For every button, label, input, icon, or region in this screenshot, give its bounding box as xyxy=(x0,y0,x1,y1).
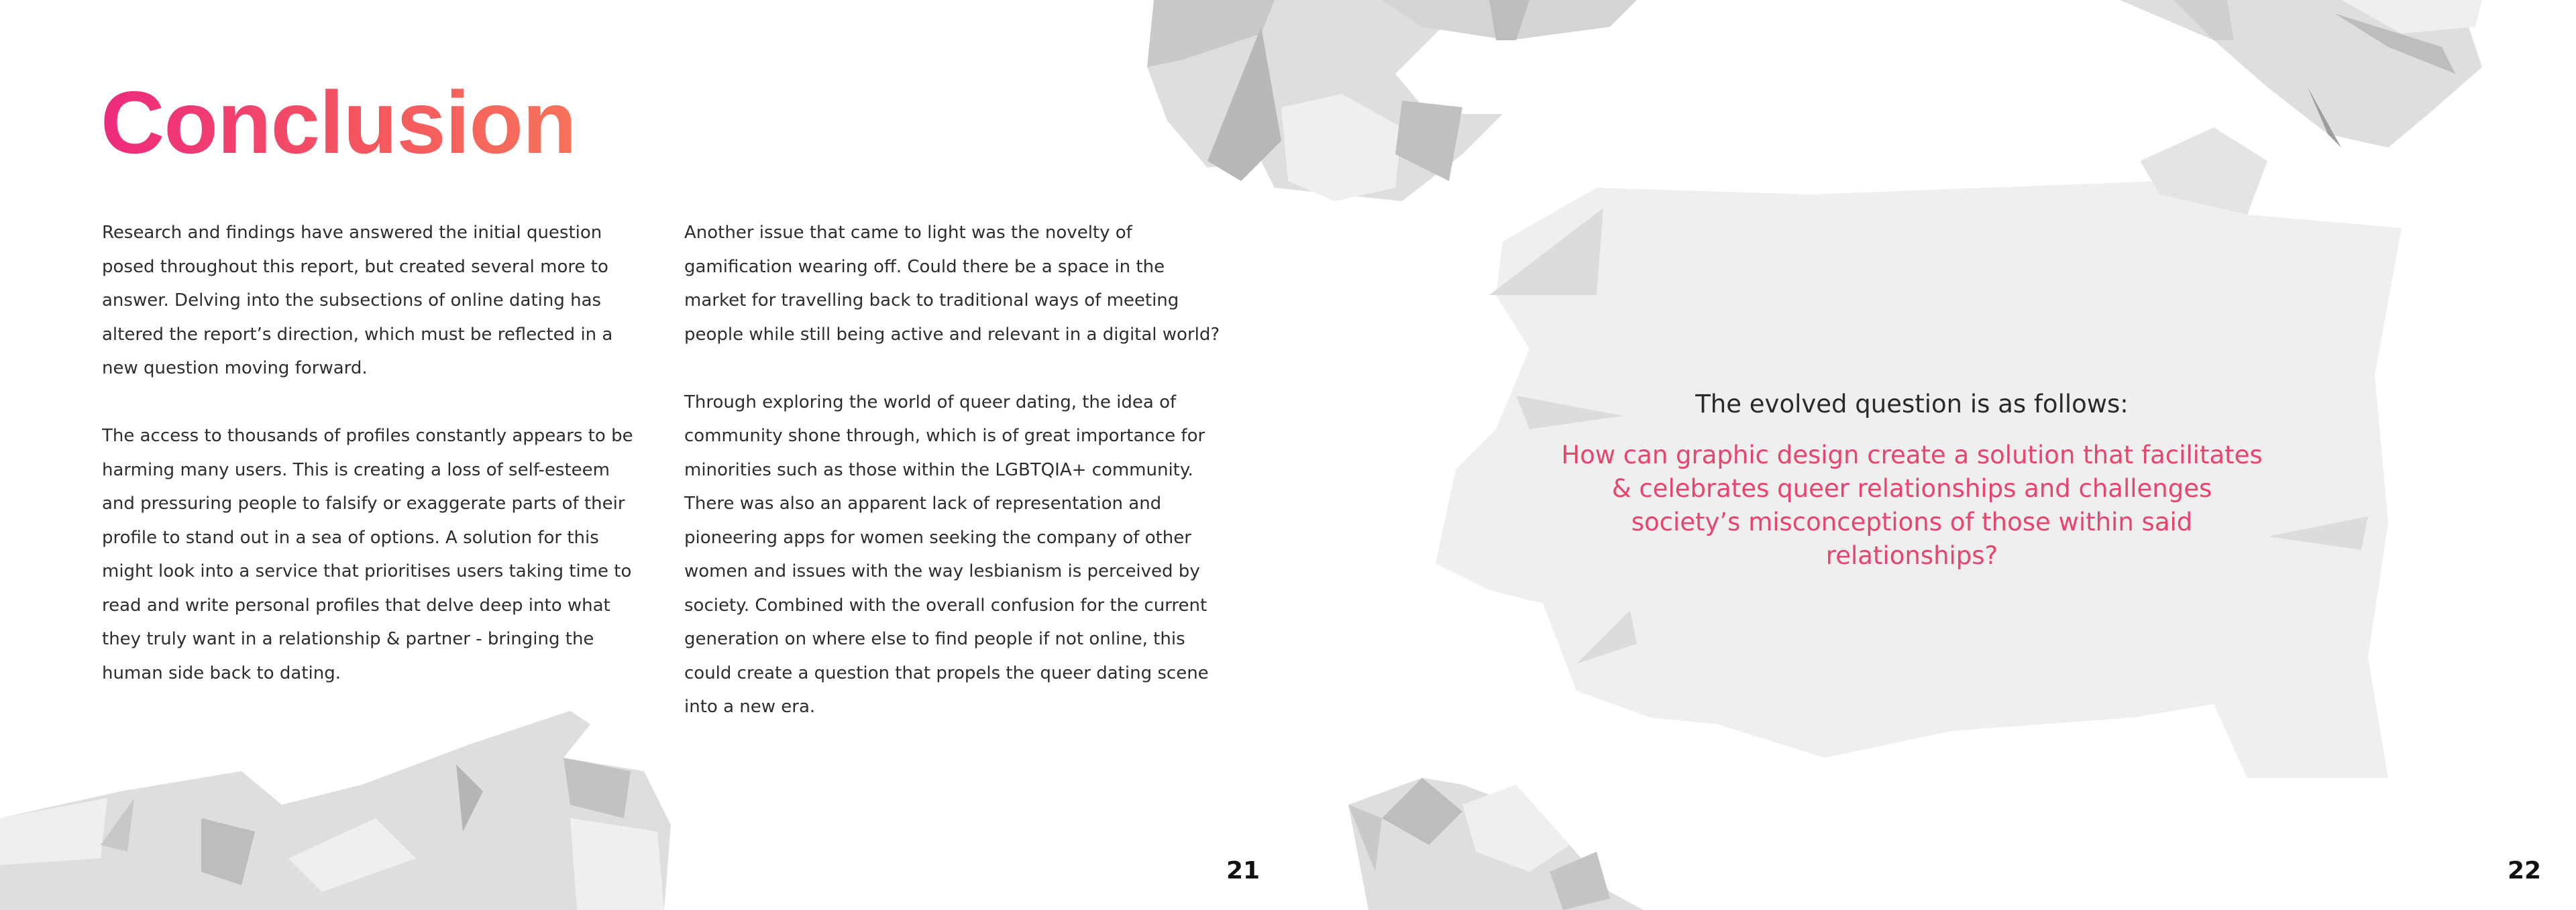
paragraph: Through exploring the world of queer dating, the idea of community shone through, which is of great importance for minorities such as those within the LGBTQIA+ community. There was also an apparent lack of representation and pioneering apps for women seeking the company of other women and issues with the way lesbianism is perceived by society. Combined with the overall confusion for the current generation on where else to find people if not online, this could create a question that propels the queer dating scene into a new era. xyxy=(684,392,1209,717)
paragraph: Another issue that came to light was the novelty of gamification wearing off. Could there be a space in the market for travelling back to traditional ways of meeting people while still being active and relevant in a digital world? xyxy=(684,223,1220,345)
page-number: 21 xyxy=(1226,857,1260,885)
research-question: How can graphic design create a solution that facilitates & celebrates queer relationships and challenges society’s misconceptions of those within said relationships? xyxy=(1561,441,2263,570)
paragraph: Research and findings have answered the initial question posed throughout this report, but created several more to answer. Delving into the subsections of online dating has altered the report’s direction, which must be reflected in a new question moving forward. xyxy=(102,223,613,378)
page-number: 22 xyxy=(2508,857,2542,885)
body-column-1 xyxy=(102,216,645,724)
question-intro: The evolved question is as follows: xyxy=(1695,390,2129,418)
paragraph: The access to thousands of profiles constantly appears to be harming many users. This is creating a loss of self-esteem and pressuring people to falsify or exaggerate parts of their profile to stand out in a sea of options. A solution for this might look into a service that prioritises users taking time to read and write personal profiles that delve deep into what they truly want in a relationship & partner - bringing the human side back to dating. xyxy=(102,426,633,683)
body-column-2 xyxy=(684,216,1228,758)
page-title: Conclusion xyxy=(101,73,576,172)
evolved-question-block xyxy=(1556,388,2267,573)
